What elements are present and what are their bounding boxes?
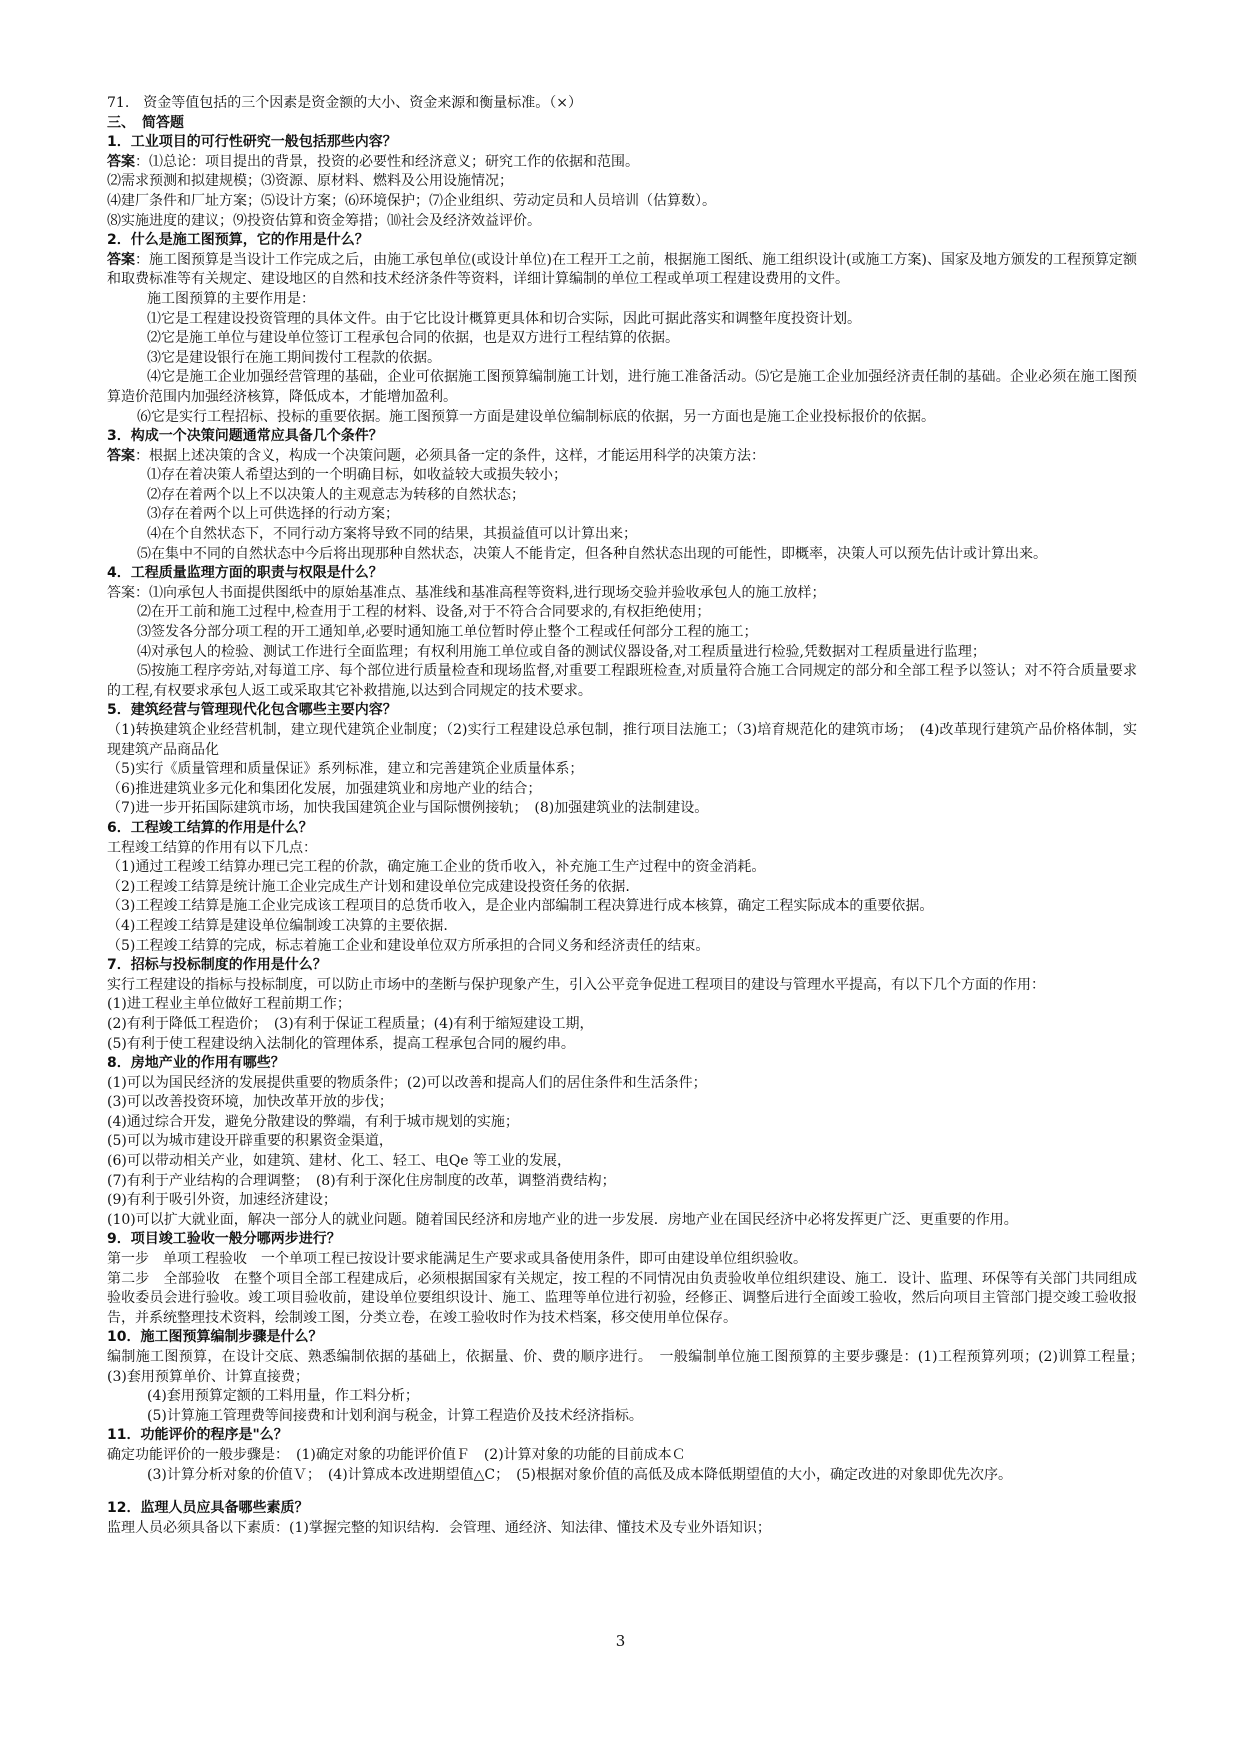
text-line: （1)通过工程竣工结算办理已完工程的价款，确定施工企业的货币收入，补充施工生产过程中的资金消耗。	[107, 859, 766, 876]
text-line: （5)实行《质量管理和质量保证》系列标准，建立和完善建筑企业质量体系；	[107, 761, 584, 778]
text-line: 编制施工图预算，在设计交底、熟悉编制依据的基础上，依据量、价、费的顺序进行。 一般编制单位施工图预算的主要步骤是：(1)工程预算列项；(2)训算工程量； (3)套用预算单价、计算直接费；	[107, 1349, 1151, 1385]
text-line: ⑸按施工程序旁站,对每道工序、每个部位进行质量检查和现场监督,对重要工程跟班检查,对质量符合施工合同规定的部分和全部工程予以签认；对不符合质量要求的工程,有权要求承包人返工或采取其它补救措施,以达到合同规定的技术要求。	[107, 663, 1137, 699]
question-heading: 11．功能评价的程序是"么？	[107, 1427, 288, 1444]
text-line: (5)计算施工管理费等间接费和计划利润与税金，计算工程造价及技术经济指标。	[147, 1407, 643, 1424]
text-line: (1)进工程业主单位做好工程前期工作；	[107, 996, 351, 1013]
text-line: (3)计算分析对象的价值Ｖ； (4)计算成本改进期望值△C； (5)根据对象价值的高低及成本降低期望值的大小，确定改进的对象即优先次序。	[147, 1466, 1012, 1483]
answer-text: ⑴总论：项目提出的背景，投资的必要性和经济意义；研究工作的依据和范围。	[149, 153, 639, 170]
answer-label: 答案	[107, 251, 136, 268]
question-heading: 9．项目竣工验收一般分哪两步进行？	[107, 1231, 341, 1248]
text-line: 第二步 全部验收 在整个项目全部工程建成后，必须根据国家有关规定，按工程的不同情况由负责验收单位组织建设、施工．设计、监理、环保等有关部门共同组成验收委员会进行验收。竣工项目验收前，建设单位要组织设计、施工、监理等单位进行初验，经修正、调整后进行全面竣工验收，然后向项目主管部门提交竣工验收报告，并系统整理技术资料，绘制竣工图，分类立卷，在竣工验收时作为技术档案，移交使用单位保存。	[107, 1270, 1137, 1326]
question-heading: 3．构成一个决策问题通常应具备几个条件？	[107, 428, 383, 445]
text-line: ⑷对承包人的检验、测试工作进行全面监理；有权利用施工单位或自备的测试仪器设备,对工程质量进行检验,凭数据对工程质量进行监理；	[137, 643, 986, 660]
text-line: 工程竣工结算的作用有以下几点：	[107, 839, 317, 856]
page-body	[107, 94, 1151, 1538]
text-line: (2)有利于降低工程造价； (3)有利于保证工程质量；(4)有利于缩短建设工期，	[107, 1015, 594, 1032]
text-line: ⑸在集中不同的自然状态中今后将出现那种自然状态，决策人不能肯定，但各种自然状态出现的可能性，即概率，决策人可以预先估计或计算出来。	[137, 545, 1047, 562]
text-line: ⑹它是实行工程招标、投标的重要依据。施工图预算一方面是建设单位编制标底的依据，另一方面也是施工企业投标报价的依据。	[137, 408, 935, 425]
text-line: (3)可以改善投资环境，加快改革开放的步伐；	[107, 1094, 393, 1111]
text-line: ⑶签发各分部分项工程的开工通知单,必要时通知施工单位暂时停止整个工程或任何部分工程的施工；	[137, 624, 758, 641]
text-line: ⑵在开工前和施工过程中,检查用于工程的材料、设备,对于不符合合同要求的,有权拒绝使用；	[137, 604, 711, 621]
text-line: （6)推进建筑业多元化和集团化发展，加强建筑业和房地产业的结合；	[107, 780, 542, 797]
answer-label: 答案	[107, 447, 135, 464]
text-line: (5)可以为城市建设开辟重要的积累资金渠道，	[107, 1133, 393, 1150]
text-line: 实行工程建设的指标与投标制度，可以防止市场中的垄断与保护现象产生，引入公平竞争促进工程项目的建设与管理水平提高，有以下几个方面的作用：	[107, 976, 1045, 993]
text-line: ⑴存在着决策人希望达到的一个明确目标，如收益较大或损失较小；	[147, 467, 567, 484]
text-line: (5)有利于使工程建设纳入法制化的管理体系，提高工程承包合同的履约串。	[107, 1035, 575, 1052]
question-heading: 7．招标与投标制度的作用是什么？	[107, 957, 327, 974]
page-number: 3	[615, 1632, 626, 1650]
question-heading: 4．工程质量监理方面的职责与权限是什么？	[107, 565, 383, 582]
question-heading: 12．监理人员应具备哪些素质？	[107, 1500, 309, 1517]
section-heading: 三、 简答题	[107, 114, 184, 131]
spacer	[107, 1485, 1137, 1499]
text-line: (4)套用预算定额的工料用量，作工料分析；	[147, 1388, 419, 1405]
text-line: (9)有利于吸引外资，加速经济建设；	[107, 1192, 337, 1209]
answer-text: 施工图预算是当设计工作完成之后，由施工承包单位(或设计单位)在工程开工之前，根据施工图纸、施工组织设计(或施工方案)、国家及地方颁发的工程预算定额和取费标准等有关规定、建设地区的自然和技术经济条件等资料，详细计算编制的单位工程或单项工程建设费用的文件。	[107, 251, 1138, 288]
text-line: (6)可以带动相关产业，如建筑、建材、化工、轻工、电Qe 等工业的发展，	[107, 1153, 572, 1170]
answer-line	[107, 153, 1137, 173]
question-heading: 1．工业项目的可行性研究一般包括那些内容？	[107, 134, 397, 151]
text-line: （2)工程竣工结算是统计施工企业完成生产计划和建设单位完成建设投资任务的依据.	[107, 878, 630, 895]
question-heading: 8．房地产业的作用有哪些？	[107, 1055, 285, 1072]
question-heading: 2．什么是施工图预算，它的作用是什么？	[107, 232, 369, 249]
answer-colon: ：	[135, 153, 149, 170]
text-line: 施工图预算的主要作用是：	[147, 290, 315, 307]
text-line: (10)可以扩大就业面，解决一部分人的就业问题。随着国民经济和房地产业的进一步发展．房地产业在国民经济中必将发挥更广泛、更重要的作用。	[107, 1211, 1018, 1228]
text-line: ⑵存在着两个以上不以决策人的主观意志为转移的自然状态；	[147, 486, 525, 503]
text-line: （4)工程竣工结算是建设单位编制竣工决算的主要依据.	[107, 917, 448, 934]
text-line: 监理人员必须具备以下素质：(1)掌握完整的知识结构．会管理、通经济、知法律、懂技术及专业外语知识；	[107, 1519, 771, 1536]
answer-line	[107, 251, 1137, 290]
answer-line	[107, 447, 1137, 467]
text-line: ⑶它是建设银行在施工期间拨付工程款的依据。	[147, 349, 441, 366]
text-line: (4)通过综合开发，避免分散建设的弊端，有利于城市规划的实施；	[107, 1113, 519, 1130]
answer-colon: ：	[135, 251, 150, 268]
question-heading: 5．建筑经营与管理现代化包含哪些主要内容？	[107, 702, 397, 719]
text-line: ⑷在个自然状态下，不同行动方案将导致不同的结果，其损益值可以计算出来；	[147, 526, 637, 543]
text-line: 答案：⑴向承包人书面提供图纸中的原始基准点、基准线和基准高程等资料,进行现场交验并验收承包人的施工放样；	[107, 584, 826, 601]
text-line: 第一步 单项工程验收 一个单项工程已按设计要求能满足生产要求或具备使用条件，即可由建设单位组织验收。	[107, 1251, 807, 1268]
text-line: ⑷建厂条件和厂址方案；⑸设计方案；⑹环境保护；⑺企业组织、劳动定员和人员培训（估算数）。	[107, 192, 716, 209]
question-heading: 10．施工图预算编制步骤是什么？	[107, 1329, 323, 1346]
text-line: ⑴它是工程建设投资管理的具体文件。由于它比设计概算更具体和切合实际，因此可据此落实和调整年度投资计划。	[147, 310, 861, 327]
text-line: ⑵需求预测和拟建规模；⑶资源、原材料、燃料及公用设施情况；	[107, 173, 513, 190]
text-line: 71. 资金等值包括的三个因素是资金额的大小、资金来源和衡量标准。（×）	[107, 95, 582, 111]
answer-text: 根据上述决策的含义，构成一个决策问题，必须具备一定的条件，这样，才能运用科学的决策方法：	[149, 447, 765, 464]
text-line: (1)可以为国民经济的发展提供重要的物质条件；(2)可以改善和提高人们的居住条件和生活条件；	[107, 1074, 707, 1091]
text-line: ⑷它是施工企业加强经营管理的基础，企业可依据施工图预算编制施工计划，进行施工准备活动。⑸它是施工企业加强经济责任制的基础。企业必须在施工图预算造价范围内加强经济核算，降低成本，才能增加盈利。	[107, 369, 1137, 405]
answer-label: 答案	[107, 153, 135, 170]
text-line: （3)工程竣工结算是施工企业完成该工程项目的总货币收入，是企业内部编制工程决算进行成本核算，确定工程实际成本的重要依据。	[107, 898, 934, 915]
text-line: （5)工程竣工结算的完成，标志着施工企业和建设单位双方所承担的合同义务和经济责任的结束。	[107, 937, 710, 954]
text-line: ⑻实施进度的建议；⑼投资估算和资金筹措；⑽社会及经济效益评价。	[107, 212, 541, 229]
text-line: (7)有利于产业结构的合理调整； (8)有利于深化住房制度的改革，调整消费结构；	[107, 1172, 616, 1189]
text-line: （1)转换建筑企业经营机制，建立现代建筑企业制度；（2)实行工程建设总承包制，推行项目法施工；（3)培育规范化的建筑市场； (4)改革现行建筑产品价格体制，实现建筑产品商品化	[107, 722, 1137, 758]
text-line: （7)进一步开拓国际建筑市场，加快我国建筑企业与国际惯例接轨； (8)加强建筑业的法制建设。	[107, 800, 709, 817]
text-line: ⑶存在着两个以上可供选择的行动方案；	[147, 506, 399, 523]
text-line: 确定功能评价的一般步骤是： (1)确定对象的功能评价值Ｆ (2)计算对象的功能的目前成本Ｃ	[107, 1446, 686, 1463]
text-line: ⑵它是施工单位与建设单位签订工程承包合同的依据，也是双方进行工程结算的依据。	[147, 330, 679, 347]
question-heading: 6．工程竣工结算的作用是什么？	[107, 819, 313, 836]
answer-colon: ：	[135, 447, 149, 464]
